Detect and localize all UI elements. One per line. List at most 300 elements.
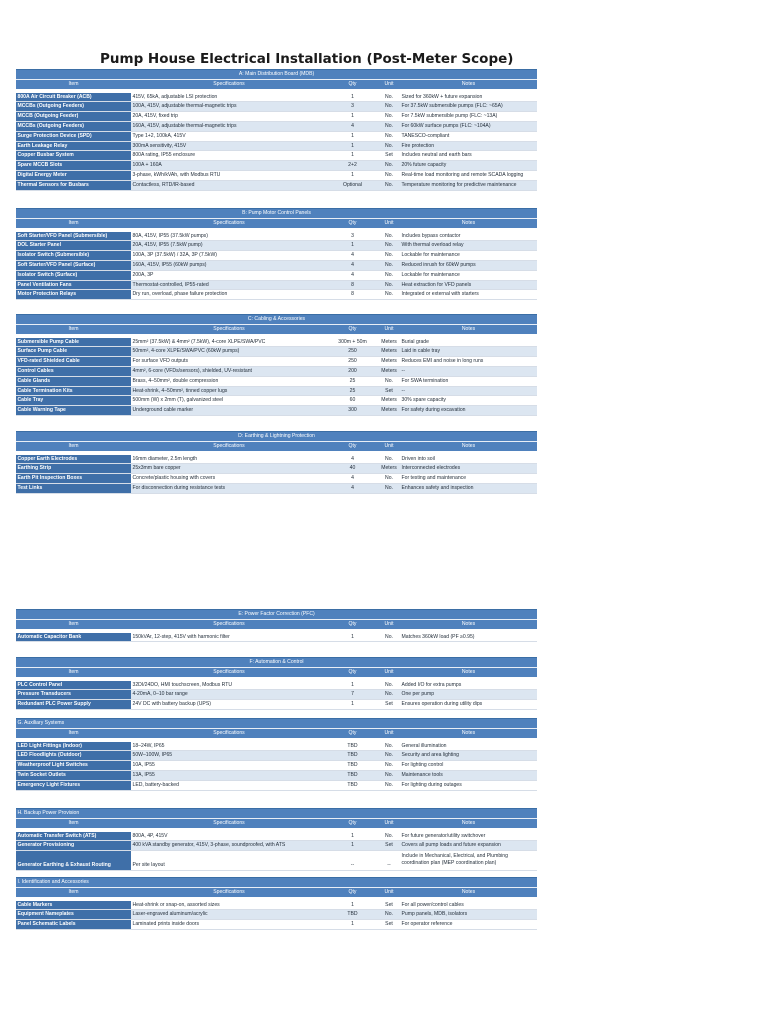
notes-cell: For 60kW surface pumps (FLC: ~104A) (400, 121, 537, 131)
specification-cell: 10A, IP55 (131, 761, 327, 771)
item-cell: Emergency Light Fixtures (16, 780, 131, 790)
unit-cell: Set (378, 901, 400, 910)
notes-cell: -- (400, 386, 537, 396)
qty-cell: 1 (327, 681, 378, 690)
item-cell: Soft Starter/VFD Panel (Submersible) (16, 232, 131, 241)
qty-cell: 7 (327, 690, 378, 700)
item-cell: Soft Starter/VFD Panel (Surface) (16, 260, 131, 270)
column-header-specifications: Specifications (131, 324, 327, 333)
table-row (16, 232, 537, 241)
qty-cell: 3 (327, 102, 378, 112)
notes-cell: Reduced inrush for 60kW pumps (400, 260, 537, 270)
table-row (16, 121, 537, 131)
qty-cell: 1 (327, 112, 378, 122)
specification-cell: 150kVAr, 12-step, 415V with harmonic filter (131, 633, 327, 642)
table-row (16, 102, 537, 112)
column-header-unit: Unit (378, 667, 400, 676)
qty-cell: 1 (327, 901, 378, 910)
unit-cell: Meters (378, 338, 400, 347)
column-header-specifications: Specifications (131, 619, 327, 628)
section-title: A: Main Distribution Board (MDB) (16, 70, 537, 80)
specification-cell: 200A, 3P (131, 270, 327, 280)
specification-cell: 160A, 415V, IP55 (60kW pumps) (131, 260, 327, 270)
table-row (16, 920, 537, 930)
document-title: Pump House Electrical Installation (Post-Meter Scope) (100, 51, 514, 67)
section-e (16, 609, 537, 642)
unit-cell: Set (378, 841, 400, 851)
qty-cell: 250 (327, 357, 378, 367)
notes-cell: For 7.5kW submersible pump (FLC: ~13A) (400, 112, 537, 122)
item-cell: Earth Leakage Relay (16, 141, 131, 151)
specification-cell: 100A, 3P (37.5kW) / 32A, 3P (7.5kW) (131, 251, 327, 261)
column-header-notes: Notes (400, 441, 537, 450)
qty-cell: 1 (327, 633, 378, 642)
section-f (16, 657, 537, 710)
unit-cell: No. (378, 270, 400, 280)
unit-cell: No. (378, 761, 400, 771)
column-header-item: Item (16, 887, 131, 896)
item-cell: Weatherproof Light Switches (16, 761, 131, 771)
specification-cell: Per site layout (131, 851, 327, 871)
unit-cell: No. (378, 102, 400, 112)
section-title: I. Identification and Accessories (16, 878, 537, 888)
specification-cell: Concrete/plastic housing with covers (131, 474, 327, 484)
specification-cell: For surface VFD outputs (131, 357, 327, 367)
notes-cell: With thermal overload relay (400, 241, 537, 251)
notes-cell: Includes bypass contactor (400, 232, 537, 241)
table-row (16, 338, 537, 347)
specification-cell: LED, battery-backed (131, 780, 327, 790)
bill-of-quantities-table (16, 208, 537, 300)
item-cell: MCCBs (Outgoing Feeders) (16, 102, 131, 112)
notes-cell: For testing and maintenance (400, 474, 537, 484)
table-row (16, 151, 537, 161)
unit-cell: No. (378, 121, 400, 131)
specification-cell: 20A, 415V, IP55 (7.5kW pump) (131, 241, 327, 251)
column-header-item: Item (16, 818, 131, 827)
qty-cell: TBD (327, 910, 378, 920)
specification-cell: Heat-shrink, 4–50mm², tinned copper lugs (131, 386, 327, 396)
table-row (16, 770, 537, 780)
specification-cell: 24V DC with battery backup (UPS) (131, 700, 327, 710)
column-header-item: Item (16, 324, 131, 333)
table-row (16, 161, 537, 171)
specification-cell: Contactless, RTD/IR-based (131, 180, 327, 190)
item-cell: MCCBs (Outgoing Feeders) (16, 121, 131, 131)
bill-of-quantities-table (16, 657, 537, 710)
unit-cell: No. (378, 633, 400, 642)
specification-cell: Underground cable marker (131, 406, 327, 416)
notes-cell: General illumination (400, 742, 537, 751)
unit-cell: No. (378, 251, 400, 261)
unit-cell: Set (378, 920, 400, 930)
unit-cell: Meters (378, 406, 400, 416)
bill-of-quantities-table (16, 718, 537, 791)
column-header-unit: Unit (378, 818, 400, 827)
table-row (16, 901, 537, 910)
table-row (16, 681, 537, 690)
table-row (16, 93, 537, 102)
table-row (16, 483, 537, 493)
qty-cell: TBD (327, 770, 378, 780)
unit-cell: Meters (378, 366, 400, 376)
notes-cell: Heat extraction for VFD panels (400, 280, 537, 290)
qty-cell: TBD (327, 761, 378, 771)
qty-cell: 250 (327, 347, 378, 357)
specification-cell: Laser-engraved aluminum/acrylic (131, 910, 327, 920)
specification-cell: Laminated prints inside doors (131, 920, 327, 930)
item-cell: Motor Protection Relays (16, 290, 131, 300)
notes-cell: For safety during excavation (400, 406, 537, 416)
item-cell: DOL Starter Panel (16, 241, 131, 251)
unit-cell: Set (378, 700, 400, 710)
column-header-item: Item (16, 218, 131, 227)
column-header-item: Item (16, 667, 131, 676)
column-header-qty: Qty (327, 441, 378, 450)
qty-cell: -- (327, 851, 378, 871)
item-cell: Digital Energy Meter (16, 170, 131, 180)
table-row (16, 396, 537, 406)
item-cell: Pressure Transducers (16, 690, 131, 700)
specification-cell: 32DI/24DO, HMI touchscreen, Modbus RTU (131, 681, 327, 690)
table-row (16, 761, 537, 771)
section-title: B: Pump Motor Control Panels (16, 209, 537, 219)
qty-cell: 200 (327, 366, 378, 376)
notes-cell: Added I/O for extra pumps (400, 681, 537, 690)
item-cell: Thermal Sensors for Busbars (16, 180, 131, 190)
column-header-notes: Notes (400, 887, 537, 896)
qty-cell: 1 (327, 241, 378, 251)
table-row (16, 474, 537, 484)
column-header-qty: Qty (327, 619, 378, 628)
column-header-unit: Unit (378, 728, 400, 737)
notes-cell: Maintenance tools (400, 770, 537, 780)
table-row (16, 633, 537, 642)
table-row (16, 690, 537, 700)
unit-cell: No. (378, 280, 400, 290)
unit-cell: No. (378, 170, 400, 180)
item-cell: Surge Protection Device (SPD) (16, 131, 131, 141)
specification-cell: 4mm², 6-core (VFDs/sensors), shielded, UV-resistant (131, 366, 327, 376)
column-header-notes: Notes (400, 79, 537, 88)
table-row (16, 131, 537, 141)
item-cell: Generator Earthing & Exhaust Routing (16, 851, 131, 871)
notes-cell: For 37.5kW submersible pumps (FLC: ~65A) (400, 102, 537, 112)
specification-cell: Thermostat-controlled, IP55-rated (131, 280, 327, 290)
item-cell: LED Floodlights (Outdoor) (16, 751, 131, 761)
bill-of-quantities-table (16, 69, 537, 191)
section-h (16, 808, 537, 871)
column-header-qty: Qty (327, 818, 378, 827)
column-header-unit: Unit (378, 619, 400, 628)
notes-cell: For lighting during outages (400, 780, 537, 790)
qty-cell: 4 (327, 483, 378, 493)
column-header-specifications: Specifications (131, 79, 327, 88)
item-cell: Isolator Switch (Submersible) (16, 251, 131, 261)
notes-cell: Pump panels, MDB, isolators (400, 910, 537, 920)
column-header-qty: Qty (327, 324, 378, 333)
qty-cell: 1 (327, 170, 378, 180)
specification-cell: 25x3mm bare copper (131, 464, 327, 474)
table-row (16, 170, 537, 180)
specification-cell: 500mm (W) x 2mm (T), galvanized steel (131, 396, 327, 406)
table-row (16, 376, 537, 386)
column-header-item: Item (16, 441, 131, 450)
table-row (16, 700, 537, 710)
notes-cell: For all power/control cables (400, 901, 537, 910)
table-row (16, 260, 537, 270)
table-row (16, 251, 537, 261)
unit-cell: No. (378, 241, 400, 251)
column-header-unit: Unit (378, 79, 400, 88)
item-cell: Cable Warning Tape (16, 406, 131, 416)
item-cell: Automatic Capacitor Bank (16, 633, 131, 642)
item-cell: Cable Glands (16, 376, 131, 386)
item-cell: PLC Control Panel (16, 681, 131, 690)
item-cell: VFD-rated Shielded Cable (16, 357, 131, 367)
qty-cell: 1 (327, 93, 378, 102)
section-title: D: Earthing & Lightning Protection (16, 432, 537, 442)
notes-cell: Driven into soil (400, 455, 537, 464)
section-title: C: Cabling & Accessories (16, 315, 537, 325)
unit-cell: Set (378, 151, 400, 161)
notes-cell: Covers all pump loads and future expansion (400, 841, 537, 851)
unit-cell: No. (378, 260, 400, 270)
notes-cell: Real-time load monitoring and remote SCADA logging (400, 170, 537, 180)
qty-cell: 40 (327, 464, 378, 474)
section-title: G. Auxiliary Systems (16, 719, 537, 729)
unit-cell: No. (378, 832, 400, 841)
column-header-notes: Notes (400, 218, 537, 227)
bill-of-quantities-table (16, 431, 537, 494)
unit-cell: Meters (378, 347, 400, 357)
column-header-specifications: Specifications (131, 441, 327, 450)
notes-cell: For lighting control (400, 761, 537, 771)
table-row (16, 464, 537, 474)
specification-cell: 80A, 415V, IP55 (37.5kW pumps) (131, 232, 327, 241)
column-header-qty: Qty (327, 728, 378, 737)
table-row (16, 357, 537, 367)
specification-cell: 13A, IP55 (131, 770, 327, 780)
unit-cell: No. (378, 93, 400, 102)
item-cell: Test Links (16, 483, 131, 493)
column-header-notes: Notes (400, 728, 537, 737)
unit-cell: No. (378, 455, 400, 464)
item-cell: Spare MCCB Slots (16, 161, 131, 171)
unit-cell: Meters (378, 464, 400, 474)
section-g (16, 718, 537, 791)
table-row (16, 406, 537, 416)
specification-cell: 100A + 160A (131, 161, 327, 171)
item-cell: 800A Air Circuit Breaker (ACB) (16, 93, 131, 102)
item-cell: Panel Schematic Labels (16, 920, 131, 930)
unit-cell: No. (378, 180, 400, 190)
specification-cell: 18–24W, IP65 (131, 742, 327, 751)
specification-cell: 415V, 65kA, adjustable LSI protection (131, 93, 327, 102)
section-title: H. Backup Power Provision (16, 809, 537, 819)
unit-cell: No. (378, 141, 400, 151)
qty-cell: Optional (327, 180, 378, 190)
unit-cell: No. (378, 751, 400, 761)
unit-cell: No. (378, 770, 400, 780)
unit-cell: Set (378, 386, 400, 396)
qty-cell: 25 (327, 376, 378, 386)
notes-cell: Laid in cable tray (400, 347, 537, 357)
column-header-unit: Unit (378, 218, 400, 227)
qty-cell: 4 (327, 251, 378, 261)
qty-cell: 1 (327, 141, 378, 151)
specification-cell: Heat-shrink or snap-on, assorted sizes (131, 901, 327, 910)
table-row (16, 241, 537, 251)
qty-cell: 4 (327, 455, 378, 464)
notes-cell: -- (400, 366, 537, 376)
notes-cell: 30% spare capacity (400, 396, 537, 406)
specification-cell: 400 kVA standby generator, 415V, 3-phase, soundproofed, with ATS (131, 841, 327, 851)
qty-cell: 300 (327, 406, 378, 416)
notes-cell: For SWA termination (400, 376, 537, 386)
section-i (16, 877, 537, 930)
specification-cell: 50mm², 4-core XLPE/SWA/PVC (60kW pumps) (131, 347, 327, 357)
item-cell: MCCB (Outgoing Feeder) (16, 112, 131, 122)
qty-cell: 4 (327, 121, 378, 131)
table-row (16, 742, 537, 751)
qty-cell: 3 (327, 232, 378, 241)
table-row (16, 910, 537, 920)
notes-cell: Ensures operation during utility dips (400, 700, 537, 710)
qty-cell: TBD (327, 742, 378, 751)
specification-cell: Type 1+2, 100kA, 415V (131, 131, 327, 141)
qty-cell: 4 (327, 260, 378, 270)
column-header-specifications: Specifications (131, 667, 327, 676)
specification-cell: 4-20mA, 0–10 bar range (131, 690, 327, 700)
specification-cell: 800A, 4P, 415V (131, 832, 327, 841)
item-cell: Redundant PLC Power Supply (16, 700, 131, 710)
qty-cell: 1 (327, 920, 378, 930)
unit-cell: No. (378, 681, 400, 690)
unit-cell: -- (378, 851, 400, 871)
unit-cell: No. (378, 131, 400, 141)
table-row (16, 780, 537, 790)
bill-of-quantities-table (16, 877, 537, 930)
table-row (16, 141, 537, 151)
table-row (16, 180, 537, 190)
item-cell: Cable Tray (16, 396, 131, 406)
qty-cell: 4 (327, 270, 378, 280)
qty-cell: 4 (327, 474, 378, 484)
table-row (16, 280, 537, 290)
column-header-specifications: Specifications (131, 887, 327, 896)
column-header-notes: Notes (400, 324, 537, 333)
bill-of-quantities-table (16, 808, 537, 871)
item-cell: Control Cables (16, 366, 131, 376)
qty-cell: 60 (327, 396, 378, 406)
specification-cell: 100A, 415V, adjustable thermal-magnetic trips (131, 102, 327, 112)
column-header-qty: Qty (327, 667, 378, 676)
notes-cell: Integrated or external with starters (400, 290, 537, 300)
qty-cell: 1 (327, 700, 378, 710)
specification-cell: 20A, 415V, fixed trip (131, 112, 327, 122)
item-cell: Automatic Transfer Switch (ATS) (16, 832, 131, 841)
qty-cell: 25 (327, 386, 378, 396)
specification-cell: 3-phase, kWh/kVAh, with Modbus RTU (131, 170, 327, 180)
section-a (16, 69, 537, 191)
qty-cell: 8 (327, 290, 378, 300)
section-title: F: Automation & Control (16, 658, 537, 668)
table-row (16, 347, 537, 357)
unit-cell: No. (378, 910, 400, 920)
unit-cell: No. (378, 474, 400, 484)
specification-cell: 50W–100W, IP65 (131, 751, 327, 761)
qty-cell: 1 (327, 841, 378, 851)
notes-cell: Enhances safety and inspection (400, 483, 537, 493)
item-cell: Earth Pit Inspection Boxes (16, 474, 131, 484)
qty-cell: TBD (327, 780, 378, 790)
table-row (16, 270, 537, 280)
table-row (16, 455, 537, 464)
qty-cell: 1 (327, 151, 378, 161)
specification-cell: 16mm diameter, 2.5m length (131, 455, 327, 464)
qty-cell: 8 (327, 280, 378, 290)
table-row (16, 832, 537, 841)
notes-cell: Lockable for maintenance (400, 251, 537, 261)
item-cell: Surface Pump Cable (16, 347, 131, 357)
notes-cell: Includes neutral and earth bars (400, 151, 537, 161)
specification-cell: For disconnection during resistance tests (131, 483, 327, 493)
notes-cell: Temperature monitoring for predictive maintenance (400, 180, 537, 190)
unit-cell: No. (378, 161, 400, 171)
qty-cell: 1 (327, 131, 378, 141)
column-header-notes: Notes (400, 667, 537, 676)
specification-cell: Dry run, overload, phase failure protection (131, 290, 327, 300)
specification-cell: 800A rating, IP55 enclosure (131, 151, 327, 161)
table-row (16, 841, 537, 851)
item-cell: Copper Busbar System (16, 151, 131, 161)
notes-cell: Fire protection (400, 141, 537, 151)
unit-cell: No. (378, 742, 400, 751)
notes-cell: Include in Mechanical, Electrical, and Plumbing coordination plan (MEP coordination plan) (400, 851, 537, 871)
column-header-qty: Qty (327, 79, 378, 88)
item-cell: Cable Termination Kits (16, 386, 131, 396)
specification-cell: 25mm² (37.5kW) & 4mm² (7.5kW), 4-core XLPE/SWA/PVC (131, 338, 327, 347)
qty-cell: 1 (327, 832, 378, 841)
column-header-qty: Qty (327, 887, 378, 896)
column-header-unit: Unit (378, 887, 400, 896)
table-row (16, 851, 537, 871)
notes-cell: Interconnected electrodes (400, 464, 537, 474)
column-header-item: Item (16, 79, 131, 88)
item-cell: Cable Markers (16, 901, 131, 910)
unit-cell: No. (378, 232, 400, 241)
column-header-notes: Notes (400, 818, 537, 827)
notes-cell: TANESCO-compliant (400, 131, 537, 141)
table-row (16, 751, 537, 761)
notes-cell: 20% future capacity (400, 161, 537, 171)
section-c (16, 314, 537, 416)
item-cell: Twin Socket Outlets (16, 770, 131, 780)
column-header-item: Item (16, 619, 131, 628)
section-title: E: Power Factor Correction (PFC) (16, 610, 537, 620)
table-row (16, 112, 537, 122)
column-header-specifications: Specifications (131, 218, 327, 227)
notes-cell: Matches 360kW load (PF ≥0.95) (400, 633, 537, 642)
column-header-specifications: Specifications (131, 728, 327, 737)
qty-cell: 300m + 50m (327, 338, 378, 347)
table-row (16, 366, 537, 376)
unit-cell: No. (378, 483, 400, 493)
unit-cell: No. (378, 112, 400, 122)
bill-of-quantities-table (16, 314, 537, 416)
notes-cell: Security and area lighting (400, 751, 537, 761)
